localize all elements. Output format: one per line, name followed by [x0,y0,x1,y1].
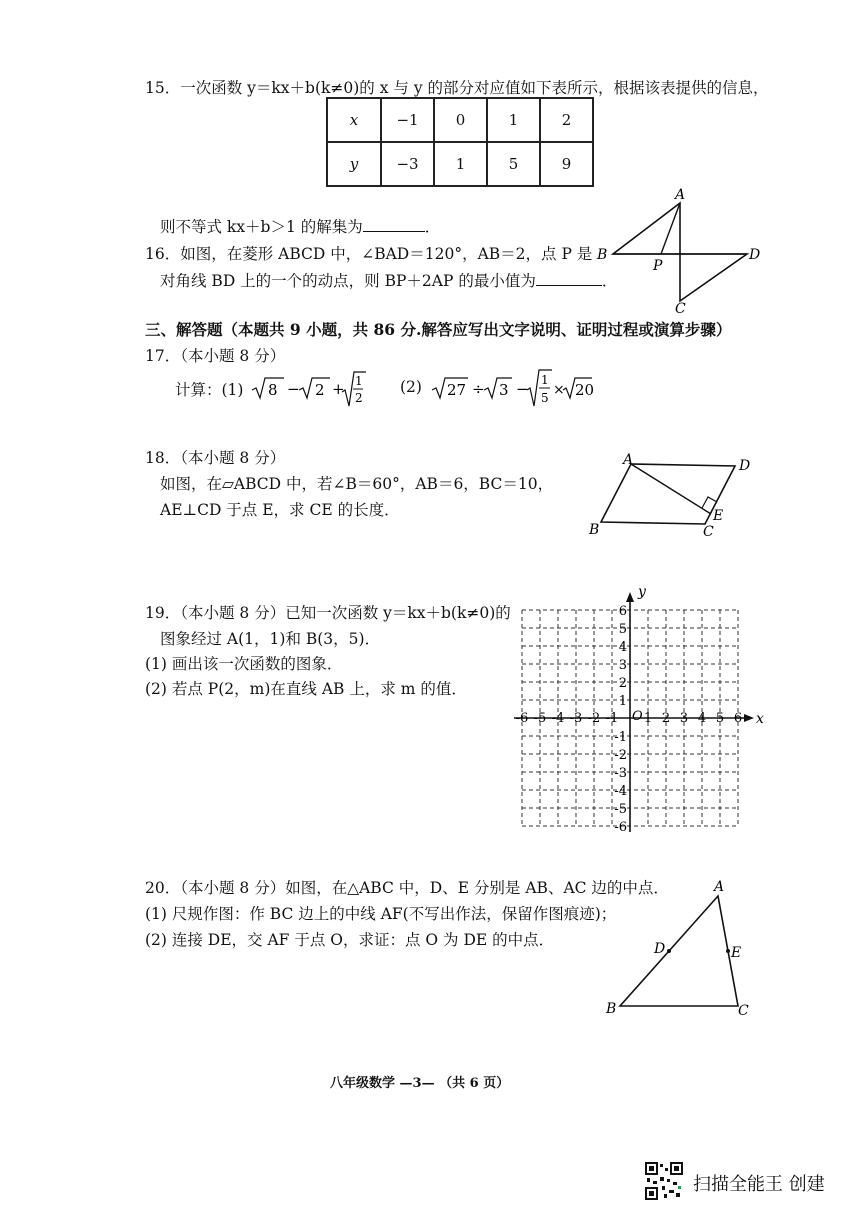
q19-line1: 19．（本小题 8 分）已知一次函数 y＝kx＋b(k≠0)的 [145,604,511,622]
label-d: D [749,247,761,263]
rhombus-abcd [613,203,747,301]
x-tick-label: -2 [587,711,601,726]
q17-expr2 [430,366,595,410]
x-tick-label: 6 [733,711,743,726]
y-tick-label: 4 [618,640,627,655]
watermark-text: 扫描全能王 创建 [693,1174,825,1195]
y-tick-label: -3 [614,766,627,781]
table-cell: y [327,142,381,186]
label-d: D [654,941,666,957]
table-cell: 1 [434,142,487,186]
origin-label: O [632,709,643,724]
answer-blank[interactable] [363,219,425,232]
svg-text:27: 27 [447,381,467,399]
x-tick-label: -5 [533,711,547,726]
x-axis-arrow [744,714,754,722]
q19-line2: 图象经过 A(1，1)和 B(3，5)． [160,630,381,648]
q15-tail-end: ． [424,218,441,236]
midpoint-d [667,949,671,953]
q15-tail [160,215,440,237]
page-footer: 八年级数学 —3— （共 6 页） [330,1076,510,1091]
q16-line2 [160,269,617,291]
q20-part1: (1) 尺规作图：作 BC 边上的中线 AF(不写出作法，保留作图痕迹)； [145,905,617,923]
segment-ae [631,464,711,514]
y-tick-label: 2 [618,676,627,691]
svg-text:+: + [332,380,345,398]
label-b: B [589,522,600,538]
q18-line1: 如图，在▱ABCD 中，若∠B＝60°，AB＝6，BC＝10， [160,475,554,493]
label-p: P [653,258,663,274]
svg-text:3: 3 [499,381,509,399]
table-cell: 1 [487,98,540,142]
q16-line1: 16．如图，在菱形 ABCD 中，∠BAD＝120°，AB＝2，点 P 是 [145,245,593,263]
svg-text:÷: ÷ [472,380,485,398]
y-axis-label: y [638,584,646,600]
x-tick-label: -3 [569,711,583,726]
svg-text:1: 1 [355,374,363,388]
q16-line2-end: ． [601,272,618,290]
q17-calc-label: 计算：(1) [175,381,244,399]
x-tick-label: 4 [697,711,707,726]
parallelogram-figure [585,450,765,542]
triangle-abc [620,896,738,1006]
q17-head: 17．（本小题 8 分） [145,347,286,365]
y-tick-label: 3 [618,658,627,673]
q17-part2-label: (2) [400,378,422,396]
svg-text:2: 2 [315,381,325,399]
label-b: B [597,247,608,263]
label-b: B [606,1001,617,1017]
y-tick-label: -5 [614,802,627,817]
y-tick-label: -2 [614,748,627,763]
svg-text:−: − [516,380,529,398]
midpoint-e [726,949,730,953]
table-row [327,98,593,142]
x-tick-label: 5 [715,711,725,726]
rhombus-figure [595,187,770,317]
qr-code-icon [645,1162,683,1200]
table-cell: 0 [434,98,487,142]
answer-blank[interactable] [536,273,602,286]
label-c: C [703,524,714,540]
x-tick-label: 3 [679,711,689,726]
x-tick-label: -4 [551,711,565,726]
y-tick-label: -4 [614,784,627,799]
q18-head: 18．（本小题 8 分） [145,449,286,467]
label-e: E [731,945,742,961]
x-tick-label: 1 [643,711,653,726]
section-title: 三、解答题（本题共 9 小题，共 86 分.解答应写出文字说明、证明过程或演算步骤） [145,320,732,339]
label-c: C [675,301,686,317]
y-tick-label: -6 [614,820,627,835]
x-tick-label: -6 [515,711,529,726]
value-table [326,97,594,187]
q20-part2: (2) 连接 DE，交 AF 于点 O，求证：点 O 为 DE 的中点． [145,931,555,949]
table-cell: 2 [540,98,593,142]
x-tick-label: -1 [605,711,619,726]
svg-text:5: 5 [541,391,549,405]
label-c: C [738,1003,749,1019]
label-a: A [623,452,634,468]
x-axis-label: x [756,711,764,727]
label-a: A [714,879,725,895]
label-e: E [713,508,724,524]
y-tick-label: 6 [618,604,627,619]
y-tick-label: 1 [618,694,627,709]
table-row [327,142,593,186]
y-axis-arrow [626,592,634,602]
svg-text:×: × [553,382,565,398]
q16-line2-text: 对角线 BD 上的一个的动点，则 BP＋2AP 的最小值为 [160,272,536,290]
table-cell: 5 [487,142,540,186]
svg-text:20: 20 [575,381,595,399]
q15-stem: 15．一次函数 y＝kx＋b(k≠0)的 x 与 y 的部分对应值如下表所示，根据该表提供的信息， [145,79,769,97]
coordinate-grid[interactable] [500,582,764,835]
svg-text:8: 8 [268,381,278,399]
q19-part1: (1) 画出该一次函数的图象． [145,655,343,673]
label-d: D [739,458,751,474]
x-tick-label: 2 [661,711,671,726]
svg-text:1: 1 [541,373,549,387]
q15-tail-text: 则不等式 kx＋b＞1 的解集为 [160,218,363,236]
y-tick-label: -1 [614,730,627,745]
y-tick-label: 5 [618,622,627,637]
table-cell: −1 [381,98,434,142]
q19-part2: (2) 若点 P(2，m)在直线 AB 上，求 m 的值． [145,680,467,698]
q17-expr1 [250,368,363,412]
table-cell: −3 [381,142,434,186]
table-cell: x [327,98,381,142]
svg-text:−: − [287,380,300,398]
q20-line1: 20．（本小题 8 分）如图，在△ABC 中，D、E 分别是 AB、AC 边的中点． [145,879,669,897]
label-a: A [675,187,686,203]
triangle-figure [600,876,760,1021]
q18-line2: AE⊥CD 于点 E，求 CE 的长度． [160,501,400,519]
table-cell: 9 [540,142,593,186]
svg-text:2: 2 [355,391,363,405]
